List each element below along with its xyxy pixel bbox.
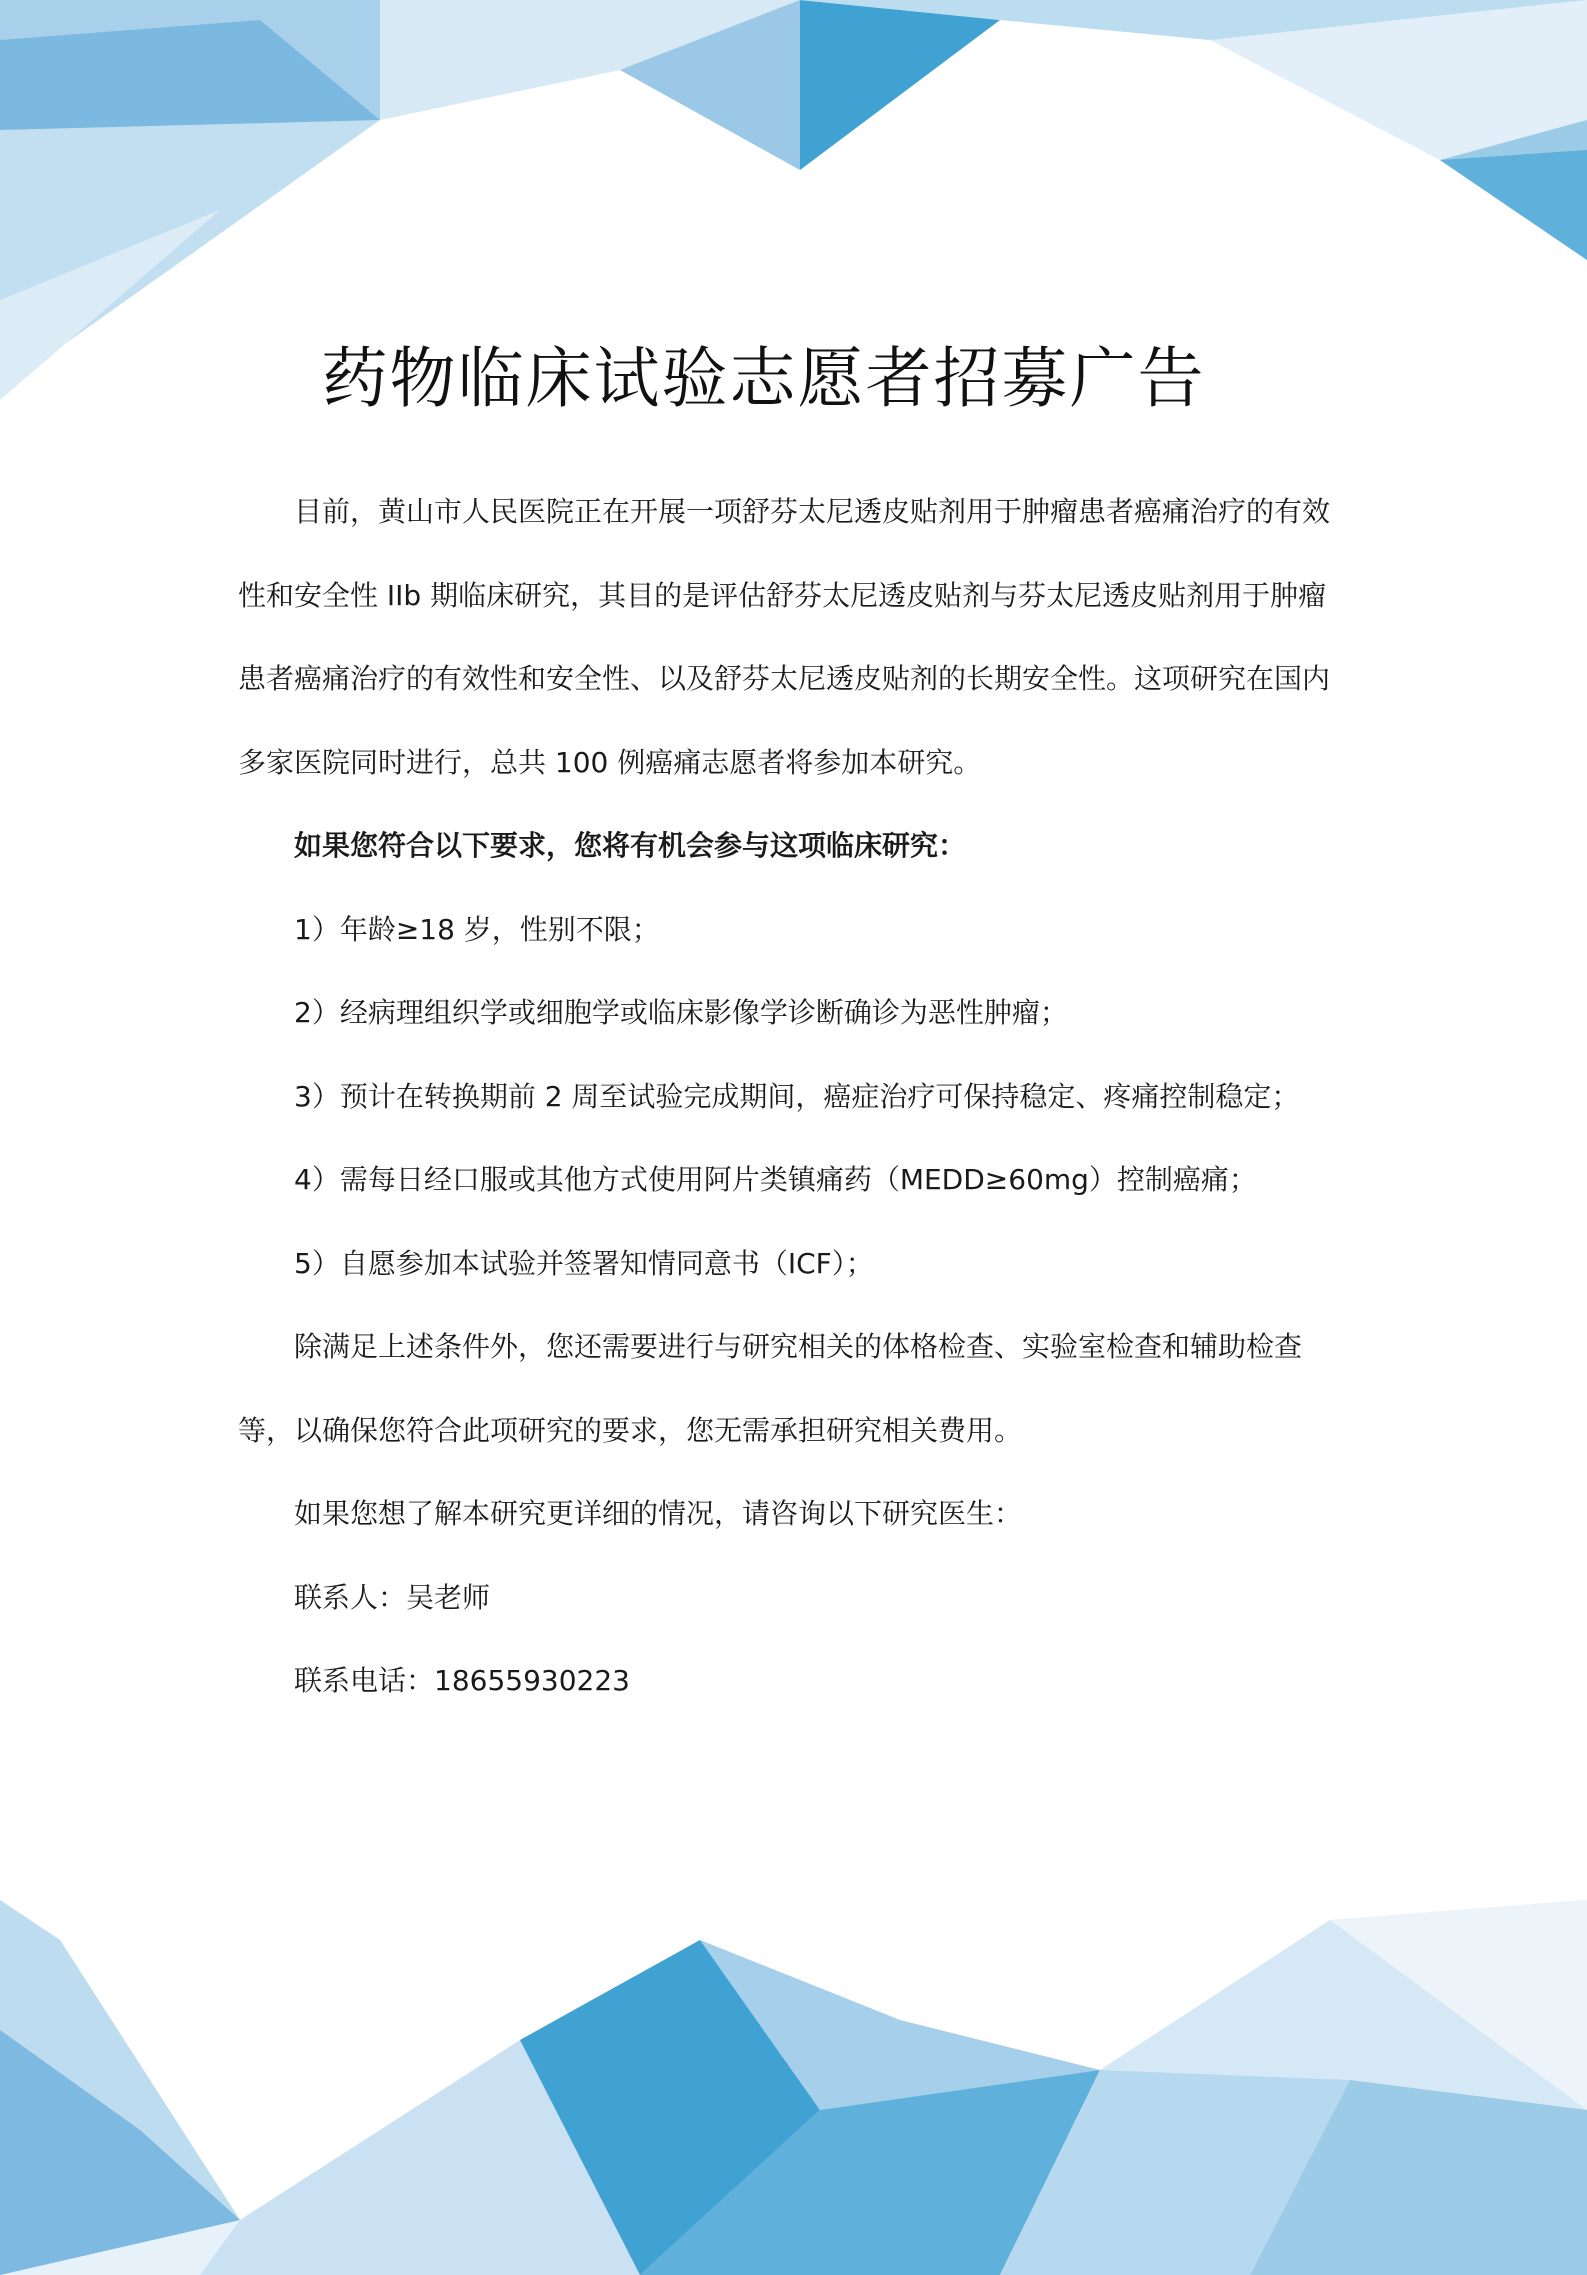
additional-paragraph: 除满足上述条件外，您还需要进行与研究相关的体格检查、实验室检查和辅助检查等，以确保您符合此项研究的要求，您无需承担研究相关费用。: [238, 1330, 1303, 1447]
criteria-item: 5）自愿参加本试验并签署知情同意书（ICF）；: [294, 1246, 874, 1280]
contact-phone: 联系电话：18655930223: [294, 1664, 630, 1697]
criteria-item: 3）预计在转换期前 2 周至试验完成期间，癌症治疗可保持稳定、疼痛控制稳定；: [294, 1079, 1300, 1113]
contact-person: 联系人：吴老师: [294, 1580, 491, 1614]
intro-paragraph: 目前，黄山市人民医院正在开展一项舒芬太尼透皮贴剂用于肿瘤患者癌痛治疗的有效性和安全性 IIb 期临床研究，其目的是评估舒芬太尼透皮贴剂与芬太尼透皮贴剂用于肿瘤患者癌痛治疗的有效性和安全性、以及舒芬太尼透皮贴剂的长期安全性。这项研究在国内多家医院同时进行，总共 100 例癌痛志愿者将参加本研究。: [238, 495, 1331, 779]
document-title: 药物临床试验志愿者招募广告: [321, 340, 1206, 417]
criteria-item: 1）年龄≥18 岁，性别不限；: [294, 912, 660, 946]
criteria-item: 2）经病理组织学或细胞学或临床影像学诊断确诊为恶性肿瘤；: [294, 996, 1068, 1029]
criteria-item: 4）需每日经口服或其他方式使用阿片类镇痛药（MEDD≥60mg）控制癌痛；: [294, 1163, 1257, 1196]
document-body: [238, 470, 1348, 1723]
criteria-heading: 如果您符合以下要求，您将有机会参与这项临床研究：: [294, 829, 967, 862]
contact-intro: 如果您想了解本研究更详细的情况，请咨询以下研究医生：: [294, 1497, 1023, 1530]
